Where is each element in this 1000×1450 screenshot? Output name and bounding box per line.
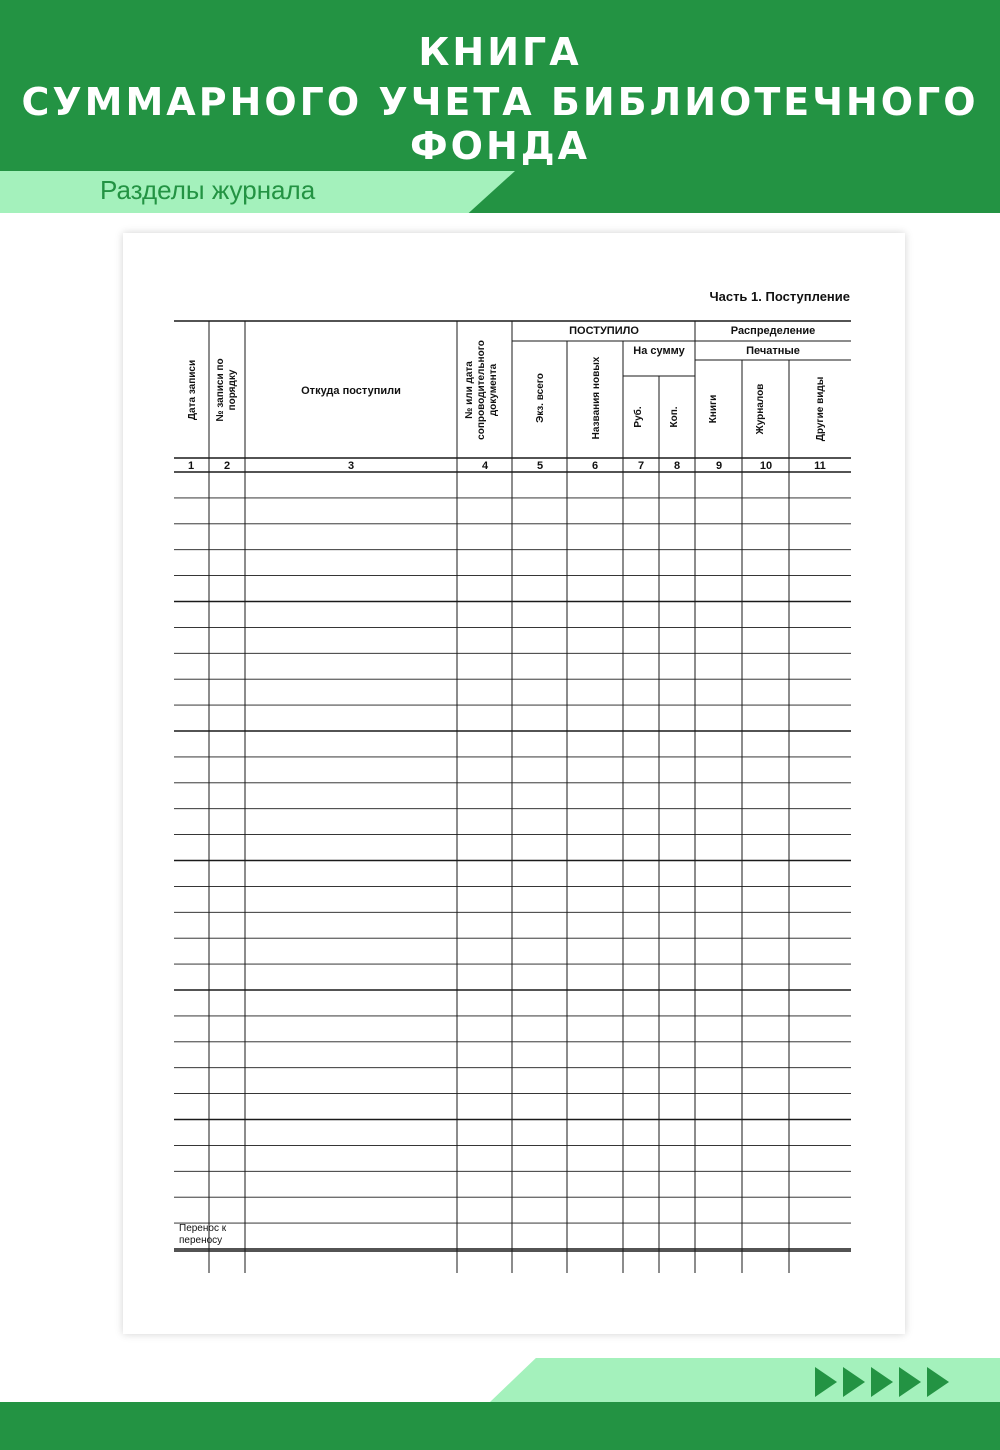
col-number-1: 1	[187, 460, 195, 472]
chevron-right-icon	[815, 1367, 837, 1397]
form-sheet	[123, 233, 905, 1334]
col-number-11: 11	[814, 460, 826, 472]
col-header-doc-line3: документа	[488, 363, 499, 417]
col-number-6: 6	[591, 460, 599, 472]
col-header-printed: Печатные	[746, 345, 800, 357]
forward-arrows	[815, 1367, 955, 1397]
col-header-order-line2: порядку	[227, 369, 238, 411]
ledger-table	[123, 233, 905, 1334]
col-header-doc-line2: сопроводительного	[476, 340, 487, 440]
chevron-right-icon	[871, 1367, 893, 1397]
col-number-9: 9	[715, 460, 723, 472]
chevron-right-icon	[927, 1367, 949, 1397]
col-number-7: 7	[637, 460, 645, 472]
chevron-right-icon	[899, 1367, 921, 1397]
col-number-3: 3	[347, 460, 355, 472]
col-header-sum: На сумму	[633, 345, 685, 357]
col-header-order-line1: № записи по	[215, 358, 226, 422]
col-header-journals: Журналов	[755, 383, 766, 435]
col-number-8: 8	[673, 460, 681, 472]
page-title-line-1: КНИГА	[418, 30, 582, 74]
chevron-right-icon	[843, 1367, 865, 1397]
col-number-5: 5	[536, 460, 544, 472]
col-header-copies-total: Экз. всего	[535, 373, 546, 423]
col-header-rub: Руб.	[633, 406, 644, 428]
col-header-books: Книги	[708, 394, 719, 424]
part-title: Часть 1. Поступление	[709, 289, 850, 304]
bottom-banner	[0, 1402, 1000, 1450]
carry-over-label-line2: переносу	[179, 1235, 223, 1246]
col-header-new-titles: Названия новых	[591, 356, 602, 440]
col-header-other: Другие виды	[815, 376, 826, 442]
carry-over-label-line1: Перенос к	[179, 1223, 227, 1234]
col-number-4: 4	[481, 460, 489, 472]
section-label: Разделы журнала	[100, 175, 316, 205]
col-header-distribution: Распределение	[730, 325, 816, 337]
col-header-kop: Коп.	[669, 406, 680, 428]
col-number-2: 2	[223, 460, 231, 472]
col-header-date: Дата записи	[187, 359, 198, 421]
col-number-10: 10	[759, 460, 773, 472]
col-header-received: ПОСТУПИЛО	[569, 325, 639, 337]
col-header-source: Откуда поступили	[301, 385, 401, 397]
page-title-line-2: СУММАРНОГО УЧЕТА БИБЛИОТЕЧНОГО ФОНДА	[21, 80, 979, 168]
col-header-doc-line1: № или дата	[464, 361, 475, 419]
